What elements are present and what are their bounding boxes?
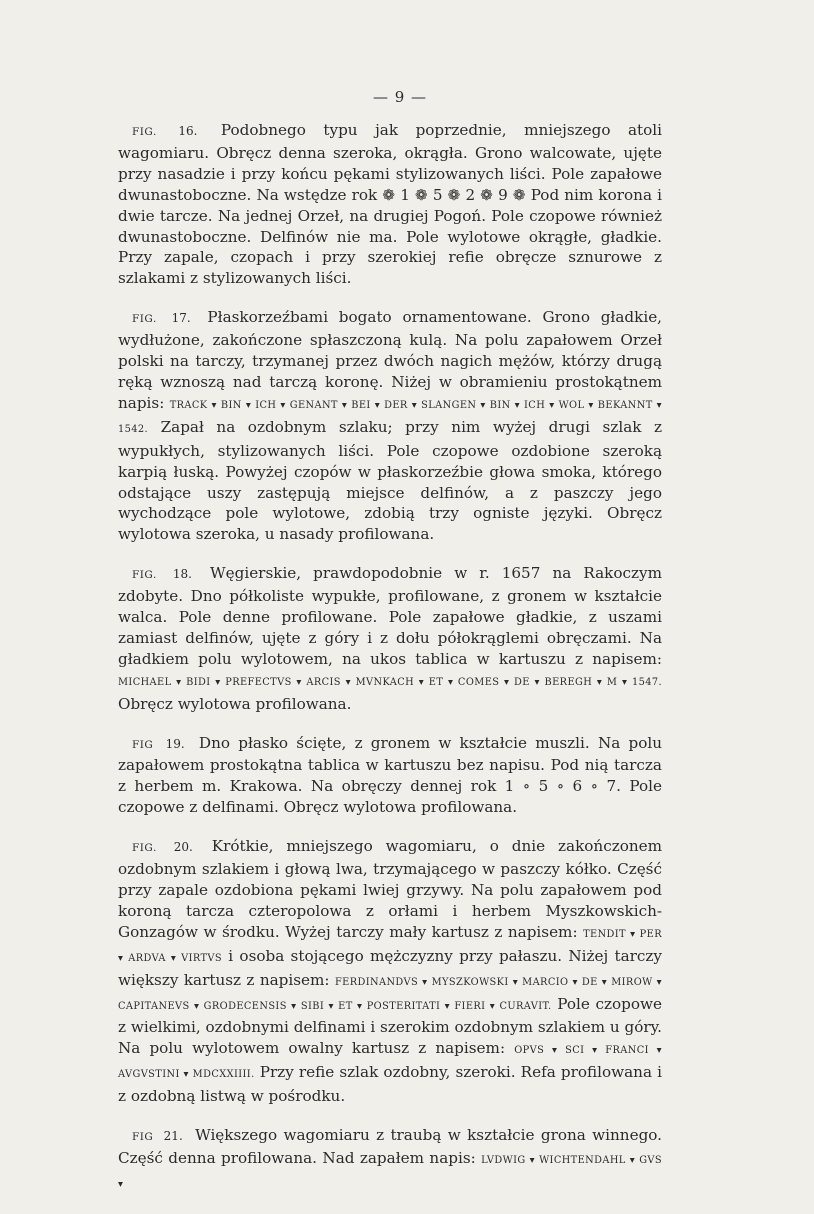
- paragraph-fig-17: [118, 307, 662, 545]
- paragraph-fig-16: [118, 120, 662, 289]
- fig-number: 16.: [178, 124, 198, 138]
- fig-label: FIG.: [132, 126, 157, 138]
- paragraph-text: Krótkie, mniejszego wagomiaru, o dnie zakończonem ozdobnym szlakiem i głową lwa, trzymającego w paszczy kółko. Część przy zapale ozdobiona pękami lwiej grzywy. Na polu zapałowem pod koroną tarcza czteropolowa z orłami i herbem Myszkowskich-Gonzagów w środku. Wyżej tarczy mały kartusz z napisem:: [118, 837, 663, 941]
- paragraph-text: Dno płasko ścięte, z gronem w kształcie muszli. Na polu zapałowem prostokątna tablica w kartuszu bez napisu. Pod nią tarcza z herbem m. Krakowa. Na obręczy dennej rok 1 ∘ 5 ∘ 6 ∘ 7. Pole czopowe z delfinami. Obręcz wylotowa profilowana.: [118, 733, 663, 817]
- fig-label: FIG.: [132, 842, 157, 855]
- paragraph-text: Obręcz wylotowa profilowana.: [118, 694, 352, 713]
- fig-number: 20.: [173, 840, 193, 855]
- paragraph-text: i osoba stojącego mężczyzny przy pałaszu. Niżej tarczy większy kartusz z napisem:: [118, 946, 663, 989]
- paragraph-text: Płaskorzeźbami bogato ornamentowane. Grono gładkie, wydłużone, zakończone spłaszczoną kulą. Na polu zapałowem Orzeł polski na tarczy, trzymanej przez dwóch nagich mężów, którzy drugą ręką wznoszą nad tarczą koronę. Niżej w obramieniu prostokątnem napis:: [118, 308, 663, 412]
- fig-number: 19.: [165, 736, 185, 751]
- fig-label: FIG.: [132, 313, 157, 326]
- paragraph-text: Węgierskie, prawdopodobnie w r. 1657 na Rakoczym zdobyte. Dno półkoliste wypukłe, profilowane, z gronem w kształcie walca. Pole denne profilowane. Pole zapałowe gładkie, z uszami zamiast delfinów, ujęte z góry i z dołu półokrąglemi obręczami. Na gładkiem polu wylotowem, na ukos tablica w kartuszu z napisem:: [118, 564, 663, 668]
- fig-number: 17.: [171, 311, 191, 326]
- inscription: FERDINANDVS ▾ MYSZKOWSKI ▾ MARCIO ▾ DE ▾ MIROW ▾ CAPITANEVS ▾ GRODECENSIS ▾ SIBI ▾ ET ▾ POSTERITATI ▾ FIERI ▾ CURAVIT.: [118, 976, 662, 1012]
- page-number: — 9 —: [372, 88, 428, 106]
- inscription: LVDWIG ▾ WICHTENDAHL ▾ GVS ▾: [118, 1154, 663, 1190]
- fig-label: FIG: [132, 1131, 154, 1144]
- inscription: OPVS ▾ SCI ▾ FRANCI ▾ AVGVSTINI ▾ MDCXXIIII.: [118, 1045, 662, 1081]
- fig-label: FIG.: [132, 569, 157, 582]
- inscription: MICHAEL ▾ BIDI ▾ PREFECTVS ▾ ARCIS ▾ MVNKACH ▾ ET ▾ COMES ▾ DE ▾ BEREGH ▾ M ▾ 1547.: [118, 676, 662, 688]
- paragraph-text: Podobnego typu jak poprzednie, mniejszego atoli wagomiaru. Obręcz denna szeroka, okrągła. Grono walcowate, ujęte przy nasadzie i przy końcu pękami stylizowanych liści. Pole zapałowe dwunastoboczne. Na wstędze rok ❁ 1 ❁ 5 ❁ 2 ❁ 9 ❁ Pod nim korona i dwie tarcze. Na jednej Orzeł, na drugiej Pogoń. Pole czopowe również dwunastoboczne. Delfinów nie ma. Pole wylotowe okrągłe, gładkie. Przy zapale, czopach i przy szerokiej refie obręcze sznurowe z szlakami z stylizowanych liści.: [118, 121, 663, 288]
- paragraph-text: Przy refie szlak ozdobny, szeroki. Refa profilowana i z ozdobną listwą w pośrodku.: [118, 1063, 662, 1106]
- fig-number: 18.: [172, 567, 192, 582]
- fig-number: 21.: [163, 1129, 183, 1144]
- paragraph-text: Pole czopowe z wielkimi, ozdobnymi delfinami i szerokim ozdobnym szlakiem u góry. Na polu wylotowem owalny kartusz z napisem:: [118, 994, 662, 1058]
- paragraph-fig-18: [118, 563, 662, 714]
- inscription: TENDIT ▾ PER ▾ ARDVA ▾ VIRTVS: [118, 928, 662, 964]
- fig-label: FIG: [132, 738, 154, 751]
- paragraph-fig-19: [118, 733, 662, 819]
- document-page: [118, 88, 662, 1214]
- paragraph-text: Większego wagomiaru z traubą w kształcie grona winnego. Część denna profilowana. Nad zapałem napis:: [118, 1126, 662, 1167]
- paragraph-text: Zapał na ozdobnym szlaku; przy nim wyżej drugi szlak z wypukłych, stylizowanych liści. Pole czopowe ozdobione szeroką karpią łuską. Powyżej czopów w płaskorzeźbie głowa smoka, którego odstające uszy zastępują miejsce delfinów, a z paszczy jego wychodzące pole wylotowe, zdobią trzy ogniste języki. Obręcz wylotowa szeroka, u nasady profilowana.: [118, 417, 662, 544]
- paragraph-fig-21: [118, 1125, 662, 1196]
- paragraph-fig-20: [118, 836, 662, 1107]
- inscription: TRACK ▾ BIN ▾ ICH ▾ GENANT ▾ BEI ▾ DER ▾ SLANGEN ▾ BIN ▾ ICH ▾ WOL ▾ BEKANNT ▾ 1542.: [118, 399, 662, 435]
